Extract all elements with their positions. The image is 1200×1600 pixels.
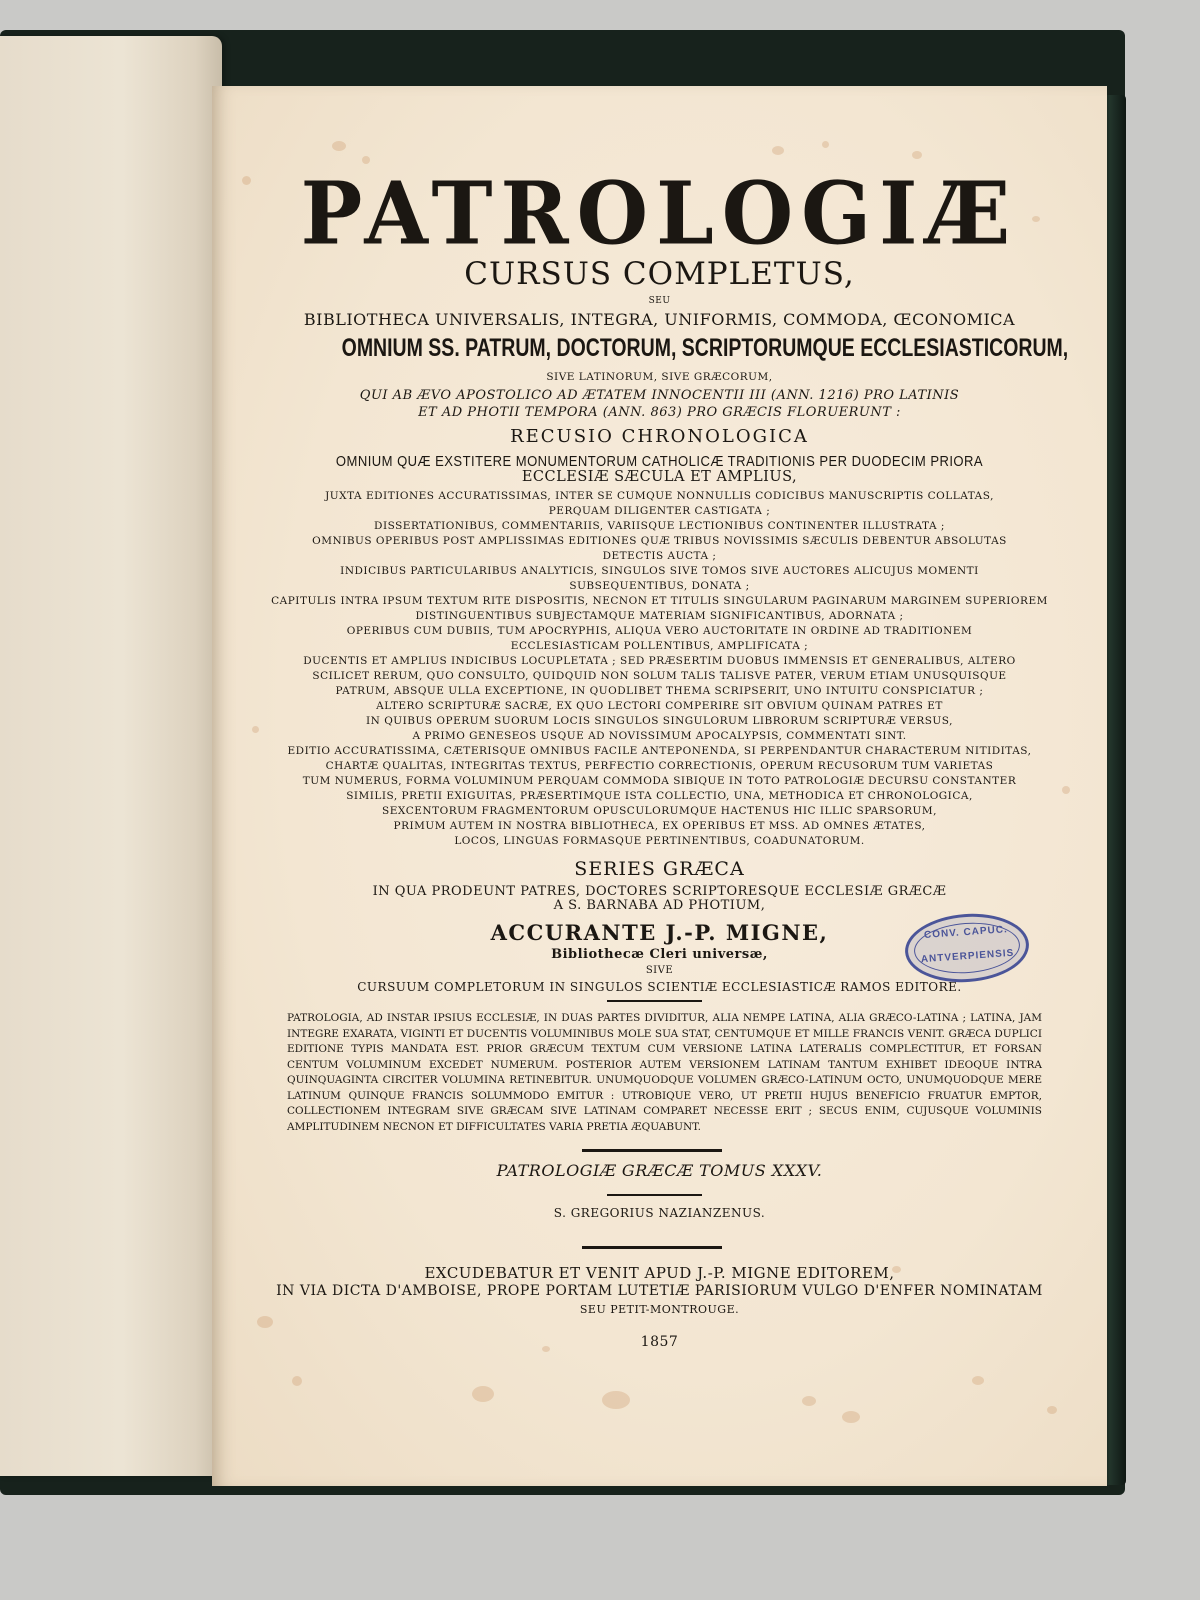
title-page-text bbox=[212, 86, 1107, 1486]
petit-montrouge-line: SEU PETIT-MONTROUGE. bbox=[579, 1303, 740, 1316]
series-heading: SERIES GRÆCA bbox=[574, 858, 745, 880]
body-line: TUM NUMERUS, FORMA VOLUMINUM PERQUAM COMMODA SIBIQUE IN TOTO PATROLOGIÆ DECURSU CONSTANTER bbox=[302, 775, 1017, 787]
stamp-text-bottom: ANTVERPIENSIS bbox=[920, 947, 1015, 966]
title-page bbox=[212, 86, 1107, 1486]
body-line: EDITIO ACCURATISSIMA, CÆTERISQUE OMNIBUS FACILE ANTEPONENDA, SI PERPENDANTUR CHARACTERUM NITIDITAS, bbox=[287, 745, 1032, 757]
sive-small: SIVE bbox=[645, 965, 674, 976]
cursuum-line: CURSUUM COMPLETORUM IN SINGULOS SCIENTIÆ ECCLESIASTICÆ RAMOS EDITORE. bbox=[357, 980, 962, 994]
qui-ab-aevo-line: QUI AB ÆVO APOSTOLICO AD ÆTATEM INNOCENTII III (ANN. 1216) PRO LATINIS bbox=[359, 388, 960, 403]
body-line: DUCENTIS ET AMPLIUS INDICIBUS LOCUPLETATA ; SED PRÆSERTIM DUOBUS IMMENSIS ET GENERALIBUS, ALTERO bbox=[303, 655, 1016, 667]
body-line: INDICIBUS PARTICULARIBUS ANALYTICIS, SINGULOS SIVE TOMOS SIVE AUCTORES ALICUJUS MOMENTI bbox=[340, 565, 979, 577]
notice-paragraph: PATROLOGIA, AD INSTAR IPSIUS ECCLESIÆ, IN DUAS PARTES DIVIDITUR, ALIA NEMPE LATINA, ALIA GRÆCO-LATINA ; LATINA, JAM INTEGRE EXARATA, VIGINTI ET DUCENTIS VOLUMINIBUS MOLE SUA STAT, CENTUMQUE ET MILLE FRANCIS VENIT. GRÆCA DUPLICI EDITIONE TYPIS MANDATA EST. PRIOR GRÆCUM TEXTUM CUM VERSIONE LATINA LATERALIS COMPLECTITUR, ET FORSAN CENTUM VOLUMINUM EXCEDET NUMERUM. POSTERIOR AUTEM VERSIONEM LATINAM TANTUM EXHIBET IDEOQUE INTRA QUINQUAGINTA CIRCITER VOLUMINA RETINEBITUR. UNUMQUODQUE VOLUMEN GRÆCO-LATINUM OCTO, UNUMQUODQUE MERE LATINUM QUINQUE FRANCIS SOLUMMODO EMITUR : UTROBIQUE VERO, UT PRETII HUJUS BENEFICIO FRUATUR EMPTOR, COLLECTIONEM INTEGRAM SIVE GRÆCAM SIVE LATINAM COMPARET NECESSE ERIT ; SECUS ENIM, CUJUSQUE VOLUMINIS AMPLITUDINEM NECNON ET DIFFICULTATES VARIA PRETIA ÆQUABUNT. bbox=[287, 1012, 1042, 1133]
body-line: SIMILIS, PRETII EXIGUITAS, PRÆSERTIMQUE ISTA COLLECTIO, UNA, METHODICA ET CHRONOLOGICA, bbox=[346, 790, 973, 802]
divider-rule bbox=[607, 1194, 702, 1196]
body-line: PRIMUM AUTEM IN NOSTRA BIBLIOTHECA, EX OPERIBUS ET MSS. AD OMNES ÆTATES, bbox=[393, 820, 926, 832]
et-ad-photii-line: ET AD PHOTII TEMPORA (ANN. 863) PRO GRÆCIS FLORUERUNT : bbox=[418, 405, 901, 420]
omnium-patrum-line: OMNIUM SS. PATRUM, DOCTORUM, SCRIPTORUMQUE ECCLESIASTICORUM, bbox=[341, 334, 1069, 362]
body-line: DETECTIS AUCTA ; bbox=[602, 550, 717, 562]
body-line: SEXCENTORUM FRAGMENTORUM OPUSCULORUMQUE HACTENUS HIC ILLIC SPARSORUM, bbox=[382, 805, 937, 817]
divider-rule bbox=[607, 1000, 702, 1002]
ecclesiae-saecula-line: ECCLESIÆ SÆCULA ET AMPLIUS, bbox=[521, 469, 798, 485]
body-line: OMNIBUS OPERIBUS POST AMPLISSIMAS EDITIONES QUÆ TRIBUS NOVISSIMIS SÆCULIS DEBENTUR ABSOLUTAS bbox=[312, 535, 1007, 547]
body-line: SCILICET RERUM, QUO CONSULTO, QUIDQUID NON SOLUM TALIS TALISVE PATER, VERUM ETIAM UNUSQUISQUE bbox=[312, 670, 1007, 682]
body-line: DISTINGUENTIBUS SUBJECTAMQUE MATERIAM SIGNIFICANTIBUS, ADORNATA ; bbox=[415, 610, 904, 622]
divider-rule bbox=[582, 1149, 722, 1152]
seu-word: SEU bbox=[648, 296, 671, 306]
body-line: ALTERO SCRIPTURÆ SACRÆ, EX QUO LECTORI COMPERIRE SIT OBVIUM QUINAM PATRES ET bbox=[376, 700, 943, 712]
tomus-line: PATROLOGIÆ GRÆCÆ TOMUS XXXV. bbox=[496, 1161, 823, 1180]
left-page bbox=[0, 36, 222, 1476]
bibliothecae-cleri: Bibliothecæ Cleri universæ, bbox=[551, 947, 768, 962]
body-line: IN QUIBUS OPERUM SUORUM LOCIS SINGULOS SINGULORUM LIBRORUM SCRIPTURÆ VERSUS, bbox=[366, 715, 953, 727]
sive-latinorum-line: SIVE LATINORUM, SIVE GRÆCORUM, bbox=[546, 371, 773, 383]
author-line: S. GREGORIUS NAZIANZENUS. bbox=[553, 1206, 766, 1220]
divider-rule bbox=[582, 1246, 722, 1249]
stamp-text-top: CONV. CAPUC. bbox=[923, 924, 1009, 941]
main-title: PATROLOGIÆ bbox=[300, 163, 1019, 265]
subtitle: CURSUS COMPLETUS, bbox=[464, 256, 855, 292]
accurante-migne: ACCURANTE J.-P. MIGNE, bbox=[490, 920, 829, 945]
body-line: A PRIMO GENESEOS USQUE AD NOVISSIMUM APOCALYPSIS, COMMENTATI SINT. bbox=[412, 730, 907, 742]
body-line: PATRUM, ABSQUE ULLA EXCEPTIONE, IN QUODLIBET THEMA SCRIPSERIT, UNO INTUITU CONSPICIATUR ; bbox=[335, 685, 984, 697]
address-line: IN VIA DICTA D'AMBOISE, PROPE PORTAM LUTETIÆ PARISIORUM VULGO D'ENFER NOMINATAM bbox=[276, 1283, 1043, 1299]
body-line: SUBSEQUENTIBUS, DONATA ; bbox=[569, 580, 750, 592]
body-line: PERQUAM DILIGENTER CASTIGATA ; bbox=[548, 505, 771, 517]
imprint-line: EXCUDEBATUR ET VENIT APUD J.-P. MIGNE EDITOREM, bbox=[424, 1264, 895, 1282]
bibliotheca-line: BIBLIOTHECA UNIVERSALIS, INTEGRA, UNIFORMIS, COMMODA, ŒCONOMICA bbox=[303, 310, 1016, 329]
body-line: JUXTA EDITIONES ACCURATISSIMAS, INTER SE CUMQUE NONNULLIS CODICIBUS MANUSCRIPTIS COLLATAS, bbox=[325, 490, 994, 502]
body-line: OPERIBUS CUM DUBIIS, TUM APOCRYPHIS, ALIQUA VERO AUCTORITATE IN ORDINE AD TRADITIONEM bbox=[346, 625, 973, 637]
body-line: DISSERTATIONIBUS, COMMENTARIIS, VARIISQUE LECTIONIBUS CONTINENTER ILLUSTRATA ; bbox=[374, 520, 945, 532]
in-qua-line: IN QUA PRODEUNT PATRES, DOCTORES SCRIPTORESQUE ECCLESIÆ GRÆCÆ bbox=[372, 884, 947, 899]
recusio-heading: RECUSIO CHRONOLOGICA bbox=[510, 426, 809, 447]
omnium-quae-line: OMNIUM QUÆ EXSTITERE MONUMENTORUM CATHOLICÆ TRADITIONIS PER DUODECIM PRIORA bbox=[335, 454, 984, 470]
body-line: CAPITULIS INTRA IPSUM TEXTUM RITE DISPOSITIS, NECNON ET TITULIS SINGULARUM PAGINARUM MARGINEM SUPERIOREM bbox=[271, 595, 1048, 607]
body-line: LOCOS, LINGUAS FORMASQUE PERTINENTIBUS, COADUNATORUM. bbox=[454, 835, 865, 847]
body-line: ECCLESIASTICAM POLLENTIBUS, AMPLIFICATA ; bbox=[510, 640, 809, 652]
publication-year: 1857 bbox=[640, 1334, 679, 1350]
body-line: CHARTÆ QUALITAS, INTEGRITAS TEXTUS, PERFECTIO CORRECTIONIS, OPERUM RECUSORUM TUM VARIETAS bbox=[325, 760, 994, 772]
a-barnaba-line: A S. BARNABA AD PHOTIUM, bbox=[553, 898, 766, 913]
